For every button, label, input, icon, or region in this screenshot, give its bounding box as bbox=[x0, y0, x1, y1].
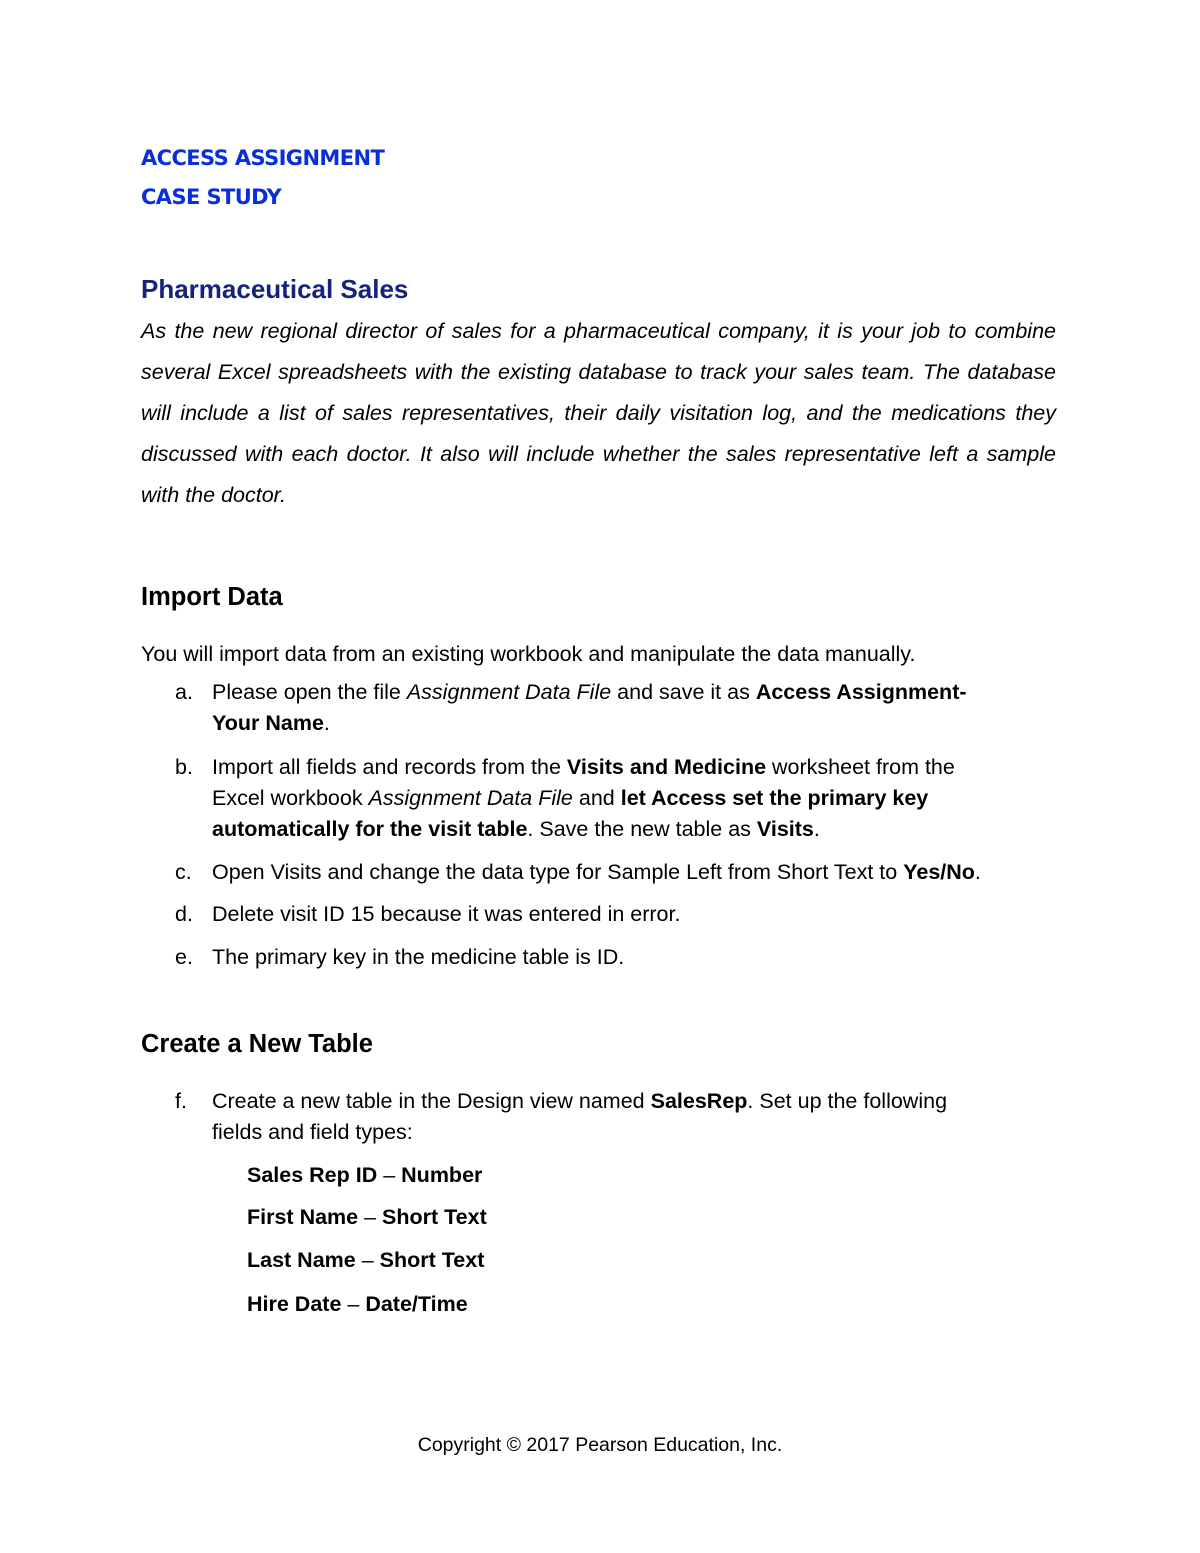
list-item-text: Import all fields and records from the Visits and Medicine worksheet from the Excel workbook Assignment Data File and let Access set the primary key automatically for the visit table. Save the new table as Visits. bbox=[212, 755, 955, 841]
field-definition: Hire Date – Date/Time bbox=[247, 1292, 468, 1316]
import-data-heading: Import Data bbox=[141, 583, 283, 611]
field-definition: Last Name – Short Text bbox=[247, 1248, 485, 1272]
case-intro: As the new regional director of sales for a pharmaceutical company, it is your job to combine several Excel spreadsheets with the existing database to track your sales team. The database will include a list of sales representatives, their daily visitation log, and the medications they discussed with each doctor. It also will include whether the sales representative left a sample with the doctor. bbox=[141, 319, 1056, 507]
list-item-text: Delete visit ID 15 because it was entered in error. bbox=[212, 902, 681, 926]
case-title: Pharmaceutical Sales bbox=[141, 274, 409, 304]
document-header-line2: CASE STUDY bbox=[141, 185, 282, 209]
list-item-d bbox=[175, 899, 1055, 930]
list-item-e bbox=[175, 942, 1055, 973]
copyright-footer: Copyright © 2017 Pearson Education, Inc. bbox=[417, 1434, 783, 1456]
list-item-text: Create a new table in the Design view named SalesRep. Set up the following fields and field types: bbox=[212, 1089, 948, 1144]
document-header-line1: ACCESS ASSIGNMENT bbox=[141, 146, 385, 170]
list-item-text: Please open the file Assignment Data File and save it as Access Assignment- Your Name. bbox=[212, 680, 967, 735]
list-item-f bbox=[175, 1086, 1055, 1148]
list-item-letter: e. bbox=[175, 945, 193, 969]
create-table-heading: Create a New Table bbox=[141, 1030, 373, 1058]
field-definition: First Name – Short Text bbox=[247, 1205, 487, 1229]
import-data-lead: You will import data from an existing workbook and manipulate the data manually. bbox=[141, 642, 916, 666]
list-item-a bbox=[175, 677, 1055, 739]
list-item-text: The primary key in the medicine table is ID. bbox=[212, 945, 625, 969]
list-item-letter: f. bbox=[175, 1089, 187, 1113]
field-definition: Sales Rep ID – Number bbox=[247, 1163, 483, 1187]
list-item-text: Open Visits and change the data type for Sample Left from Short Text to Yes/No. bbox=[212, 860, 981, 884]
list-item-letter: a. bbox=[175, 680, 193, 704]
list-item-letter: b. bbox=[175, 755, 193, 779]
list-item-b bbox=[175, 752, 1055, 845]
list-item-letter: d. bbox=[175, 902, 193, 926]
list-item-c bbox=[175, 857, 1055, 888]
list-item-letter: c. bbox=[175, 860, 192, 884]
